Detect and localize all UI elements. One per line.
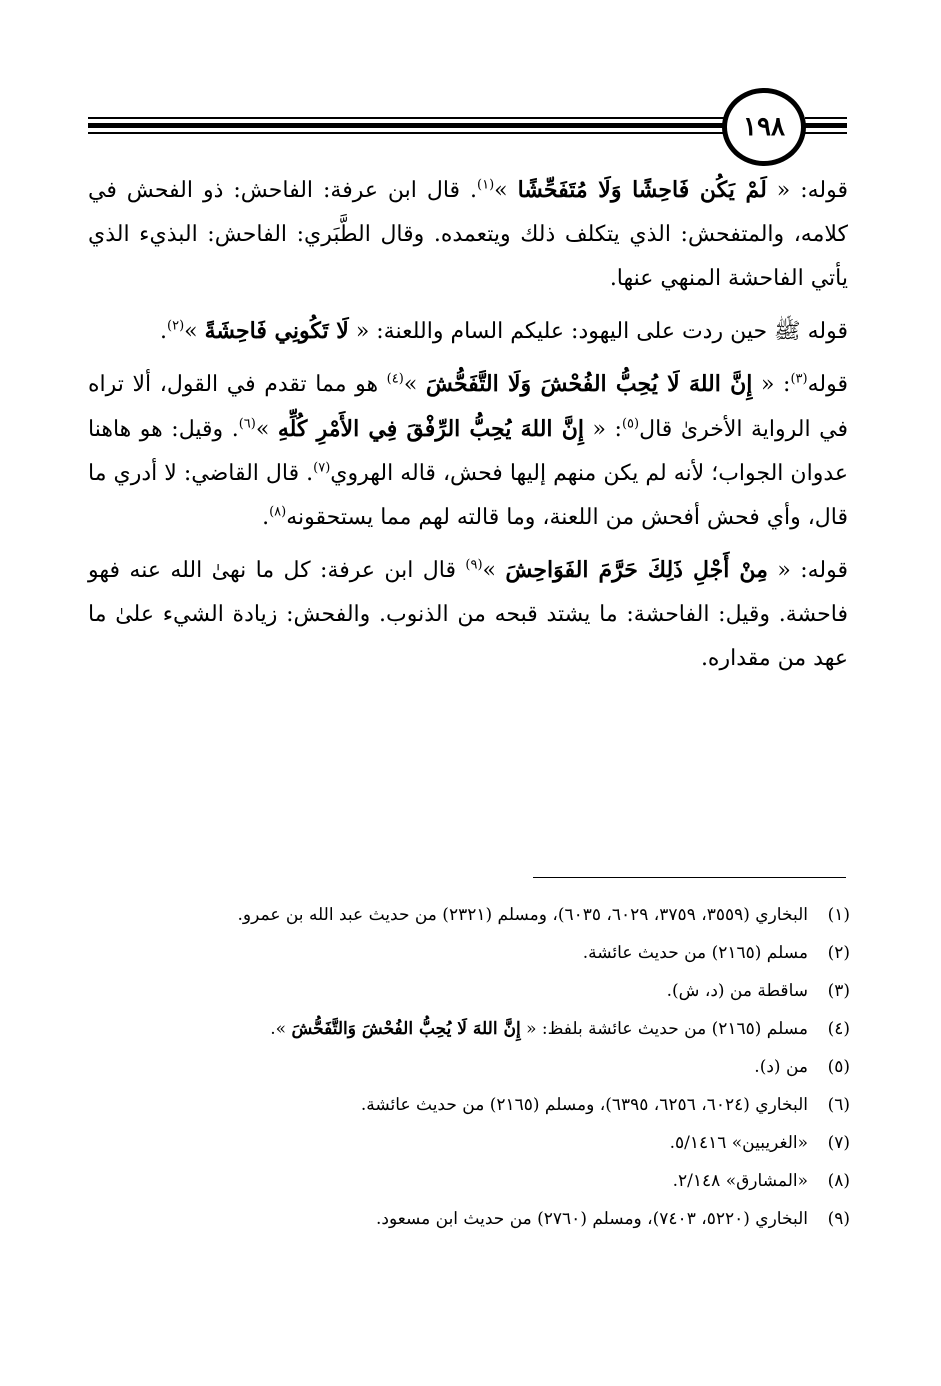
text-run: »: [184, 319, 205, 344]
text-run: : «: [752, 372, 791, 397]
header-rule-thin-top: [88, 117, 724, 119]
footnote-text: [120, 1086, 808, 1124]
footnote-text: [120, 1048, 808, 1086]
footnote-number: (٦): [827, 1095, 850, 1115]
header-rule-thin-bottom: [88, 132, 724, 134]
text-run: البخاري (٥٢٢٠، ٧٤٠٣)، ومسلم (٢٧٦٠) من حديث ابن مسعود.: [376, 1209, 808, 1229]
text-run: »: [482, 558, 506, 583]
footnote-ref: (٢): [167, 318, 185, 334]
text-run: قوله: «: [766, 178, 849, 203]
footnote-item: [120, 1010, 850, 1048]
main-text: [88, 168, 848, 689]
footnote-text: [120, 1162, 808, 1200]
hadith-quote: إِنَّ اللهَ لَا يُحِبُّ الفُحْشَ وَالتَّفَحُّشَ: [291, 1019, 521, 1039]
page-number-badge: [722, 88, 806, 166]
hadith-quote: إِنَّ اللهَ لَا يُحِبُّ الفُحْشَ وَلَا التَّفَحُّشَ: [425, 371, 753, 397]
text-run: ».: [270, 1019, 292, 1039]
text-run: هو مما تقدم في القول، ألا تراه في الرواية الأخرىٰ قال: [88, 372, 849, 442]
footnote-number: (٢): [827, 943, 850, 963]
text-run: قوله: «: [767, 558, 848, 583]
footnote-ref: (٦): [238, 416, 256, 432]
header-rule-thick: [88, 123, 724, 128]
footnote-ref: (٨): [269, 504, 287, 520]
footnote-ref: (١): [477, 177, 495, 193]
text-run: قوله ﷺ حين ردت على اليهود: عليكم السام واللعنة: «: [348, 319, 848, 344]
footnote-ref: (٩): [465, 557, 483, 573]
hadith-quote: إِنَّ اللهَ يُحِبُّ الرِّفْقَ فِي الأَمْرِ كُلِّهِ: [277, 416, 584, 442]
paragraph: [88, 309, 848, 354]
text-run: .: [160, 319, 168, 344]
footnote-item: [120, 1162, 850, 1200]
header-rule-right-bottom: [805, 132, 847, 134]
hadith-quote: لَا تَكُونِي فَاحِشَةً: [204, 318, 349, 344]
header-rule-right-thick: [805, 123, 847, 128]
footnote-item: [120, 1200, 850, 1238]
footnote-number: (٧): [827, 1133, 850, 1153]
text-run: »: [255, 417, 278, 442]
footnote-ref: (٥): [621, 416, 640, 432]
footnote-text: [120, 934, 808, 972]
footnote-item: [120, 1048, 850, 1086]
text-run: «الغريبين» ٥/١٤١٦.: [669, 1133, 808, 1153]
paragraph: [88, 548, 848, 681]
footnotes-list: [120, 896, 850, 1238]
text-run: . قال القاضي: لا أدري ما قال، وأي فحش أفحش من اللعنة، وما قالته لهم مما يستحقونه: [88, 461, 848, 530]
footnote-text: [120, 1200, 808, 1238]
text-run: : «: [584, 417, 622, 442]
text-run: »: [494, 178, 518, 203]
text-run: من (د).: [754, 1057, 808, 1077]
footnote-separator: [533, 877, 846, 878]
text-run: . وقيل: هو هاهنا عدوان الجواب؛ لأنه لم يكن منهم إليها فحش، قاله الهروي: [88, 417, 848, 486]
footnote-ref: (٤): [386, 371, 404, 387]
text-run: مسلم (٢١٦٥) من حديث عائشة بلفظ: «: [520, 1019, 808, 1039]
hadith-quote: مِنْ أَجْلِ ذَلِكَ حَرَّمَ الفَوَاحِشَ: [505, 557, 768, 583]
text-run: . قال ابن عرفة: الفاحش: ذو الفحش في كلامه، والمتفحش: الذي يتكلف ذلك ويتعمده. وقال الطَّبَري: الفاحش: البذيء الذي يأتي الفاحشة المنهي عنها.: [88, 178, 848, 291]
footnote-number: (٩): [827, 1209, 850, 1229]
paragraph: [88, 362, 848, 540]
text-run: »: [403, 372, 426, 397]
text-run: ساقطة من (د، ش).: [666, 981, 808, 1001]
footnote-number: (٥): [827, 1057, 850, 1077]
footnote-ref: (٣): [790, 371, 808, 387]
text-run: قوله: [807, 372, 848, 397]
footnote-text: [120, 896, 808, 934]
text-run: البخاري (٣٥٥٩، ٣٧٥٩، ٦٠٢٩، ٦٠٣٥)، ومسلم (٢٣٢١) من حديث عبد الله بن عمرو.: [237, 905, 808, 925]
text-run: البخاري (٦٠٢٤، ٦٢٥٦، ٦٣٩٥)، ومسلم (٢١٦٥) من حديث عائشة.: [360, 1095, 808, 1115]
text-run: .: [262, 505, 270, 530]
page-number: ١٩٨: [743, 112, 785, 142]
text-run: مسلم (٢١٦٥) من حديث عائشة.: [582, 943, 808, 963]
footnote-item: [120, 1124, 850, 1162]
footnote-item: [120, 896, 850, 934]
footnote-number: (٨): [827, 1171, 850, 1191]
hadith-quote: لَمْ يَكُن فَاحِشًا وَلَا مُتَفَحِّشًا: [517, 177, 767, 203]
header-rule-right-top: [805, 117, 847, 119]
footnote-number: (٤): [827, 1019, 850, 1039]
footnote-number: (٣): [827, 981, 850, 1001]
footnote-item: [120, 1086, 850, 1124]
footnote-item: [120, 934, 850, 972]
footnote-item: [120, 972, 850, 1010]
text-run: «المشارق» ٢/١٤٨.: [672, 1171, 808, 1191]
footnote-text: [120, 972, 808, 1010]
footnote-ref: (٧): [313, 460, 331, 476]
footnote-number: (١): [827, 905, 850, 925]
footnote-text: [120, 1010, 808, 1048]
paragraph: [88, 168, 848, 301]
text-run: قال ابن عرفة: كل ما نهىٰ الله عنه فهو فاحشة. وقيل: الفاحشة: ما يشتد قبحه من الذنوب. والفحش: زيادة الشيء علىٰ ما عهد من مقداره.: [88, 558, 848, 671]
footnote-text: [120, 1124, 808, 1162]
